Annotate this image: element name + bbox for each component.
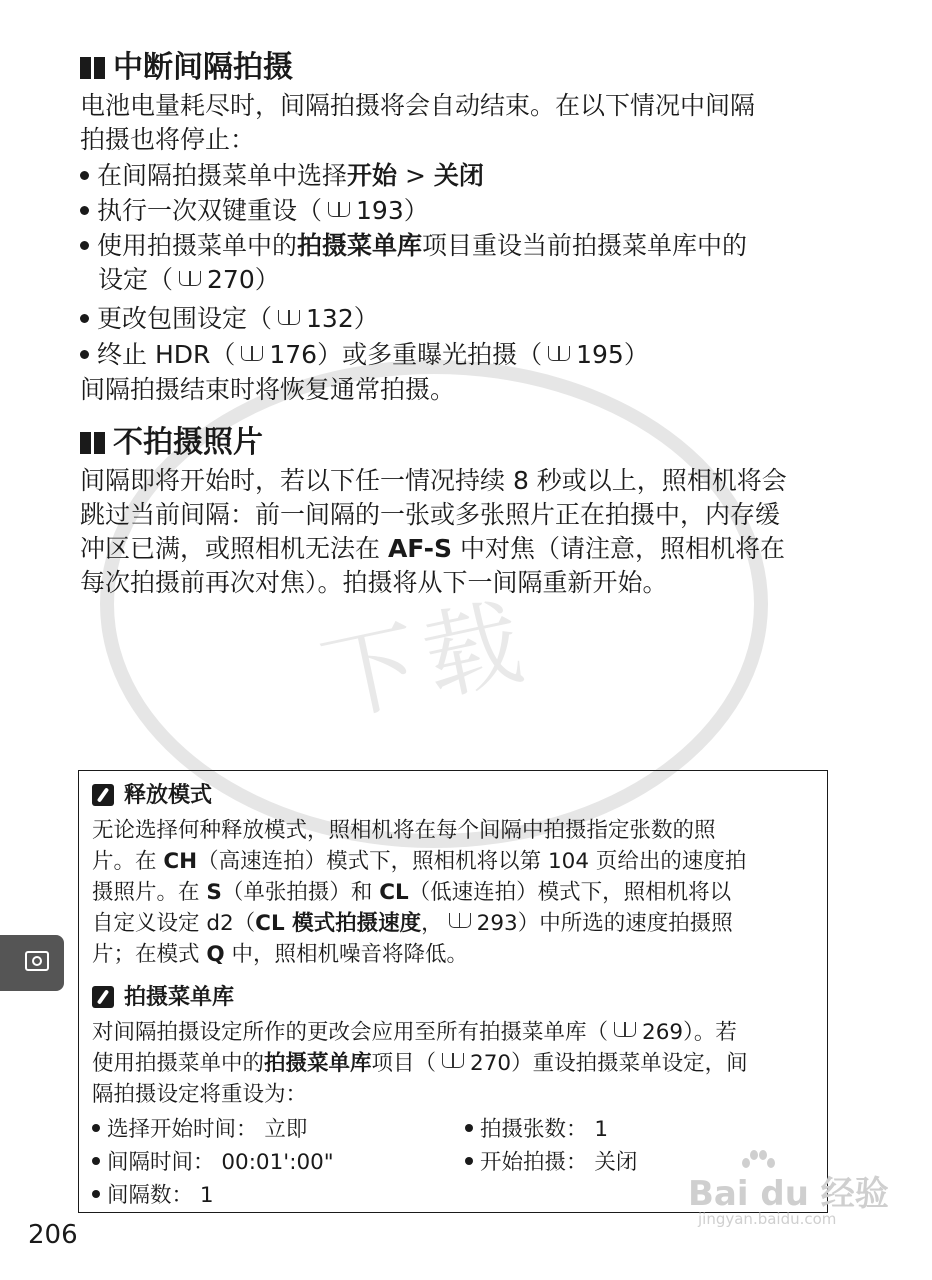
bullet-icon — [465, 1124, 473, 1132]
note1-body: 无论选择何种释放模式，照相机将在每个间隔中拍摄指定张数的照 片。在 CH（高速连拍）模式下，照相机将以第 104 页给出的速度拍 摄照片。在 S（单张拍摄）和 CL（低速连拍）模式下，照相机将以 自定义设定 d2（CL 模式拍摄速度， 293）中所选的速度拍摄照 片；在模式 Q 中，照相机噪音将降低。 — [92, 818, 747, 967]
pencil-note-icon — [92, 784, 114, 806]
list-item: 间隔数： 1 — [92, 1180, 214, 1211]
section-heading-interrupt: 中断间隔拍摄 — [80, 50, 293, 86]
note-title-shooting-bank: 拍摄菜单库 — [92, 983, 234, 1013]
list-item: 更改包围设定（ 132） — [80, 302, 379, 336]
list-item: 在间隔拍摄菜单中选择开始 > 关闭 — [80, 159, 484, 193]
book-icon — [548, 346, 570, 361]
list-item: 终止 HDR（ 176）或多重曝光拍摄（ 195） — [80, 338, 649, 372]
section1-intro: 电池电量耗尽时，间隔拍摄将会自动结束。在以下情况中间隔 拍摄也将停止： — [80, 91, 756, 154]
bullet-icon — [80, 350, 89, 359]
heading-marker-icon — [80, 57, 91, 79]
pencil-note-icon — [92, 986, 114, 1008]
list-item: 执行一次双键重设（ 193） — [80, 194, 429, 228]
bullet-icon — [92, 1157, 100, 1165]
list-item: 拍摄张数： 1 — [465, 1114, 608, 1145]
side-tab — [0, 935, 64, 991]
bullet-icon — [80, 241, 89, 250]
heading-marker-icon — [80, 432, 91, 454]
book-icon — [241, 346, 263, 361]
bullet-icon — [80, 171, 89, 180]
list-item: 间隔时间： 00:01':00" — [92, 1147, 334, 1178]
book-icon — [328, 202, 350, 217]
bullet-icon — [92, 1190, 100, 1198]
bullet-icon — [465, 1157, 473, 1165]
list-item: 选择开始时间： 立即 — [92, 1114, 307, 1145]
section-heading-no-photo: 不拍摄照片 — [80, 425, 263, 461]
book-icon — [278, 310, 300, 325]
book-icon — [449, 913, 471, 928]
list-item: 开始拍摄： 关闭 — [465, 1147, 637, 1178]
book-icon — [442, 1053, 464, 1068]
camera-interval-icon — [25, 951, 49, 971]
book-icon — [614, 1022, 636, 1037]
bullet-icon — [92, 1124, 100, 1132]
section2-body: 间隔即将开始时，若以下任一情况持续 8 秒或以上，照相机将会 跳过当前间隔：前一间隔的一张或多张照片正在拍摄中，内存缓 冲区已满，或照相机无法在 AF-S 中对焦（请注意，照相机将在 每次拍摄前再次对焦）。拍摄将从下一间隔重新开始。 — [80, 466, 787, 597]
watermark-text: 下载 — [312, 584, 539, 738]
bullet-icon — [80, 206, 89, 215]
bullet-icon — [80, 314, 89, 323]
baidu-watermark: Bai du 经验 jingyan.baidu.com — [688, 1150, 888, 1230]
list-item: 使用拍摄菜单中的拍摄菜单库项目重设当前拍摄菜单库中的 设定（ 270） — [80, 229, 747, 297]
book-icon — [179, 271, 201, 286]
note-title-release-mode: 释放模式 — [92, 781, 212, 811]
note2-body: 对间隔拍摄设定所作的更改会应用至所有拍摄菜单库（ 269）。若 使用拍摄菜单中的拍摄菜单库项目（ 270）重设拍摄菜单设定，间 隔拍摄设定将重设为： — [92, 1020, 748, 1107]
page-number: 206 — [28, 1220, 78, 1250]
section1-outro: 间隔拍摄结束时将恢复通常拍摄。 — [80, 375, 456, 404]
